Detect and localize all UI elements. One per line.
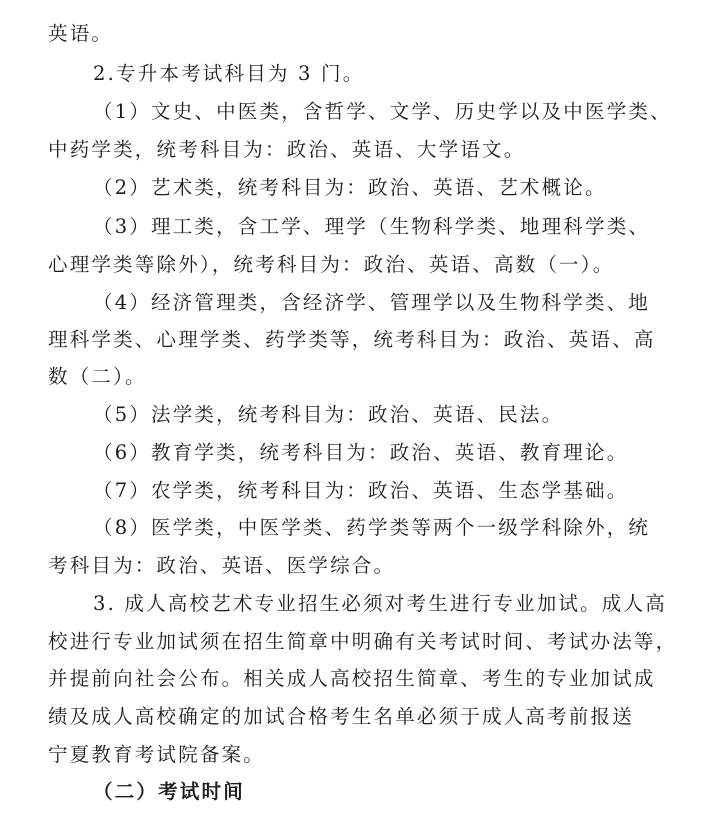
text-line: 中药学类，统考科目为：政治、英语、大学语文。 bbox=[48, 138, 526, 161]
section-heading: （二）考试时间 bbox=[93, 780, 245, 803]
text-line: 宁夏教育考试院备案。 bbox=[48, 743, 266, 766]
text-line: （5）法学类，统考科目为：政治、英语、民法。 bbox=[93, 403, 564, 426]
text-line: 3. 成人高校艺术专业招生必须对考生进行专业加试。成人高 bbox=[93, 592, 667, 615]
text-line: （8）医学类，中医学类、药学类等两个一级学科除外，统 bbox=[93, 516, 651, 539]
text-line: 绩及成人高校确定的加试合格考生名单必须于成人高考前报送 bbox=[48, 705, 634, 728]
text-line: 理科学类、心理学类、药学类等，统考科目为：政治、英语、高 bbox=[48, 328, 656, 351]
text-line: 2.专升本考试科目为 3 门。 bbox=[93, 62, 365, 85]
text-line: 数（二）。 bbox=[48, 365, 147, 388]
text-line: 并提前向社会公布。相关成人高校招生简章、考生的专业加试成 bbox=[48, 667, 656, 690]
text-line: （1）文史、中医类，含哲学、文学、历史学以及中医学类、 bbox=[93, 100, 672, 123]
text-line: （4）经济管理类，含经济学、管理学以及生物科学类、地 bbox=[93, 291, 651, 314]
text-line: （7）农学类，统考科目为：政治、英语、生态学基础。 bbox=[93, 479, 629, 502]
text-line: 考科目为：政治、英语、医学综合。 bbox=[48, 554, 396, 577]
text-line: （6）教育学类，统考科目为：政治、英语、教育理论。 bbox=[93, 441, 629, 464]
text-line: （2）艺术类，统考科目为：政治、英语、艺术概论。 bbox=[93, 176, 607, 199]
text-line: 心理学类等除外），统考科目为：政治、英语、高数（一）。 bbox=[48, 253, 615, 276]
text-line: 英语。 bbox=[48, 22, 114, 45]
text-line: （3）理工类，含工学、理学（生物科学类、地理科学类、 bbox=[93, 215, 651, 238]
text-line: 校进行专业加试须在招生简章中明确有关考试时间、考试办法等， bbox=[48, 630, 678, 653]
